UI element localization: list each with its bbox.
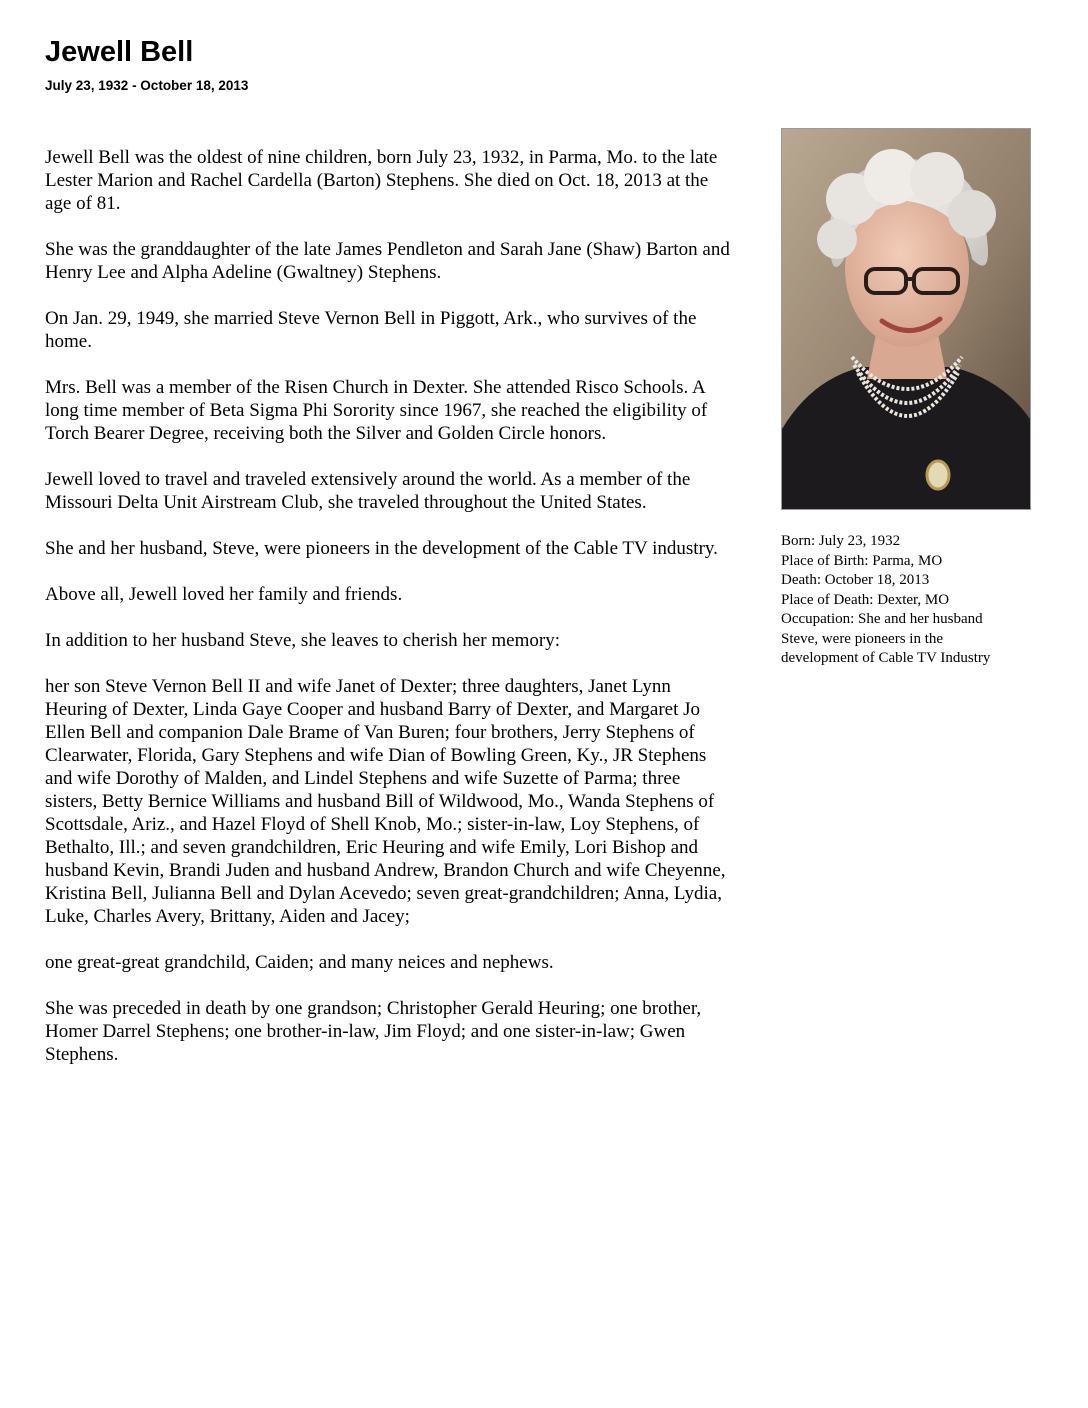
fact-line: Steve, were pioneers in the (781, 630, 944, 647)
obituary-text (45, 146, 735, 1089)
obituary-paragraph: Jewell Bell was the oldest of nine children, born July 23, 1932, in Parma, Mo. to the late Lester Marion and Rachel Cardella (Barton) Stephens. She died on Oct. 18, 2013 at the age of 81. (45, 147, 718, 214)
obituary-paragraph: her son Steve Vernon Bell II and wife Janet of Dexter; three daughters, Janet Lynn Heuring of Dexter, Linda Gaye Cooper and husband Barry of Dexter, and Margaret Jo Ellen Bell and companion Dale Brame of Van Buren; four brothers, Jerry Stephens of Clearwater, Florida, Gary Stephens and wife Dian of Bowling Green, Ky., JR Stephens and wife Dorothy of Malden, and Lindel Stephens and wife Suzette of Parma; three sisters, Betty Bernice Williams and husband Bill of Wildwood, Mo., Wanda Stephens of Scottsdale, Ariz., and Hazel Floyd of Shell Knob, Mo.; sister-in-law, Loy Stephens, of Bethalto, Ill.; and seven grandchildren, Eric Heuring and wife Emily, Lori Bishop and husband Kevin, Brandi Juden and husband Andrew, Brandon Church and wife Cheyenne, Kristina Bell, Julianna Bell and Dylan Acevedo; seven great-grandchildren; Anna, Lydia, Luke, Charles Avery, Brittany, Aiden and Jacey; (45, 676, 726, 927)
fact-line: development of Cable TV Industry (781, 650, 991, 666)
fact-line: Place of Birth: Parma, MO (781, 552, 943, 569)
vital-facts (781, 532, 1041, 669)
obituary-paragraph: Jewell loved to travel and traveled extensively around the world. As a member of the Missouri Delta Unit Airstream Club, she traveled throughout the United States. (45, 469, 691, 513)
obituary-paragraph: Mrs. Bell was a member of the Risen Church in Dexter. She attended Risco Schools. A long time member of Beta Sigma Phi Sorority since 1967, she reached the eligibility of Torch Bearer Degree, receiving both the Silver and Golden Circle honors. (45, 377, 708, 444)
fact-line: Occupation: She and her husband (781, 611, 983, 627)
obituary-paragraph: In addition to her husband Steve, she leaves to cherish her memory: (45, 630, 560, 651)
fact-line: Born: July 23, 1932 (781, 533, 901, 549)
obituary-paragraph: On Jan. 29, 1949, she married Steve Vernon Bell in Piggott, Ark., who survives of the home. (45, 308, 697, 352)
fact-line: Death: October 18, 2013 (781, 572, 930, 588)
obituary-paragraph: Above all, Jewell loved her family and friends. (45, 584, 403, 605)
obituary-paragraph: She was the granddaughter of the late James Pendleton and Sarah Jane (Shaw) Barton and Henry Lee and Alpha Adeline (Gwaltney) Stephens. (45, 239, 730, 283)
life-dates: July 23, 1932 - October 18, 2013 (45, 78, 249, 93)
obituary-paragraph: She was preceded in death by one grandson; Christopher Gerald Heuring; one brother, Homer Darrel Stephens; one brother-in-law, Jim Floyd; and one sister-in-law; Gwen Stephens. (45, 998, 702, 1065)
portrait-photo (781, 128, 1031, 510)
page-title: Jewell Bell (45, 36, 194, 68)
obituary-paragraph: one great-great grandchild, Caiden; and many neices and nephews. (45, 952, 554, 973)
obituary-paragraph: She and her husband, Steve, were pioneers in the development of the Cable TV industry. (45, 538, 718, 559)
fact-line: Place of Death: Dexter, MO (781, 591, 950, 608)
